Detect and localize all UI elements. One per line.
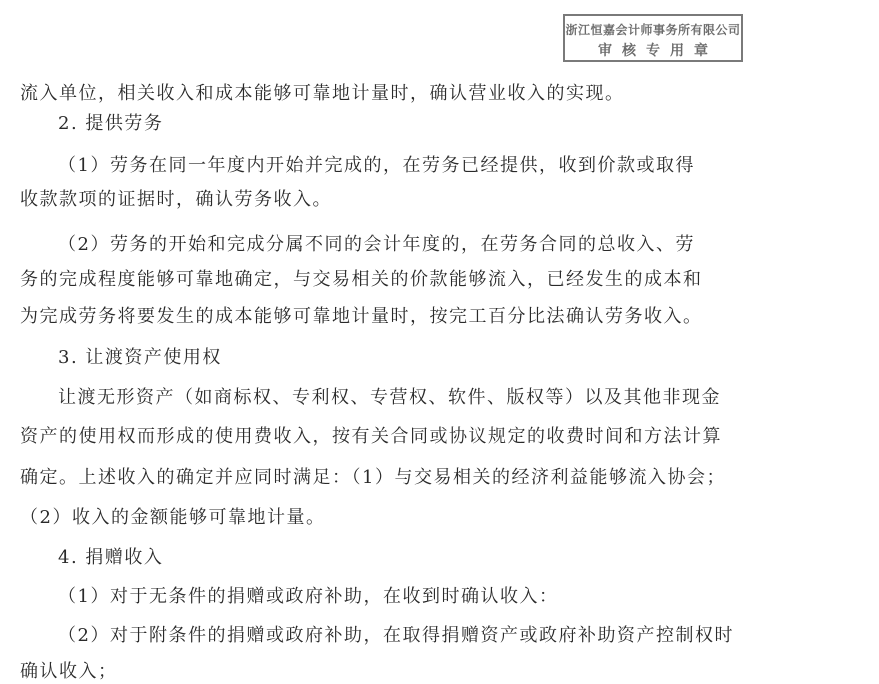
paragraph-line: （2）收入的金额能够可靠地计量。 [20,507,326,528]
paragraph-line: 流入单位，相关收入和成本能够可靠地计量时，确认营业收入的实现。 [20,83,625,104]
paragraph-line: 确认收入； [20,661,118,682]
paragraph-line: 资产的使用权而形成的使用费收入，按有关合同或协议规定的收费时间和方法计算 [20,426,722,447]
paragraph-line: 务的完成程度能够可靠地确定，与交易相关的价款能够流入，已经发生的成本和 [20,269,703,290]
audit-stamp [563,14,743,62]
stamp-purpose: 审核专用章 [598,43,718,59]
paragraph-line: （2）对于附条件的捐赠或政府补助，在取得捐赠资产或政府补助资产控制权时 [58,625,734,646]
section-heading: 2. 提供劳务 [58,113,164,134]
paragraph-line: 收款款项的证据时，确认劳务收入。 [20,189,332,210]
paragraph-line: 确定。上述收入的确定并应同时满足：（1）与交易相关的经济利益能够流入协会； [20,467,726,488]
paragraph-line: （2）劳务的开始和完成分属不同的会计年度的，在劳务合同的总收入、劳 [58,234,695,255]
section-heading: 4. 捐赠收入 [58,547,164,568]
section-heading: 3. 让渡资产使用权 [58,347,222,368]
stamp-firm-name: 浙江恒嘉会计师事务所有限公司 [565,23,741,37]
paragraph-line: 让渡无形资产（如商标权、专利权、专营权、软件、版权等）以及其他非现金 [58,387,721,408]
paragraph-line: 为完成劳务将要发生的成本能够可靠地计量时，按完工百分比法确认劳务收入。 [20,306,703,327]
paragraph-line: （1）对于无条件的捐赠或政府补助，在收到时确认收入： [58,586,559,607]
paragraph-line: （1）劳务在同一年度内开始并完成的，在劳务已经提供，收到价款或取得 [58,155,695,176]
